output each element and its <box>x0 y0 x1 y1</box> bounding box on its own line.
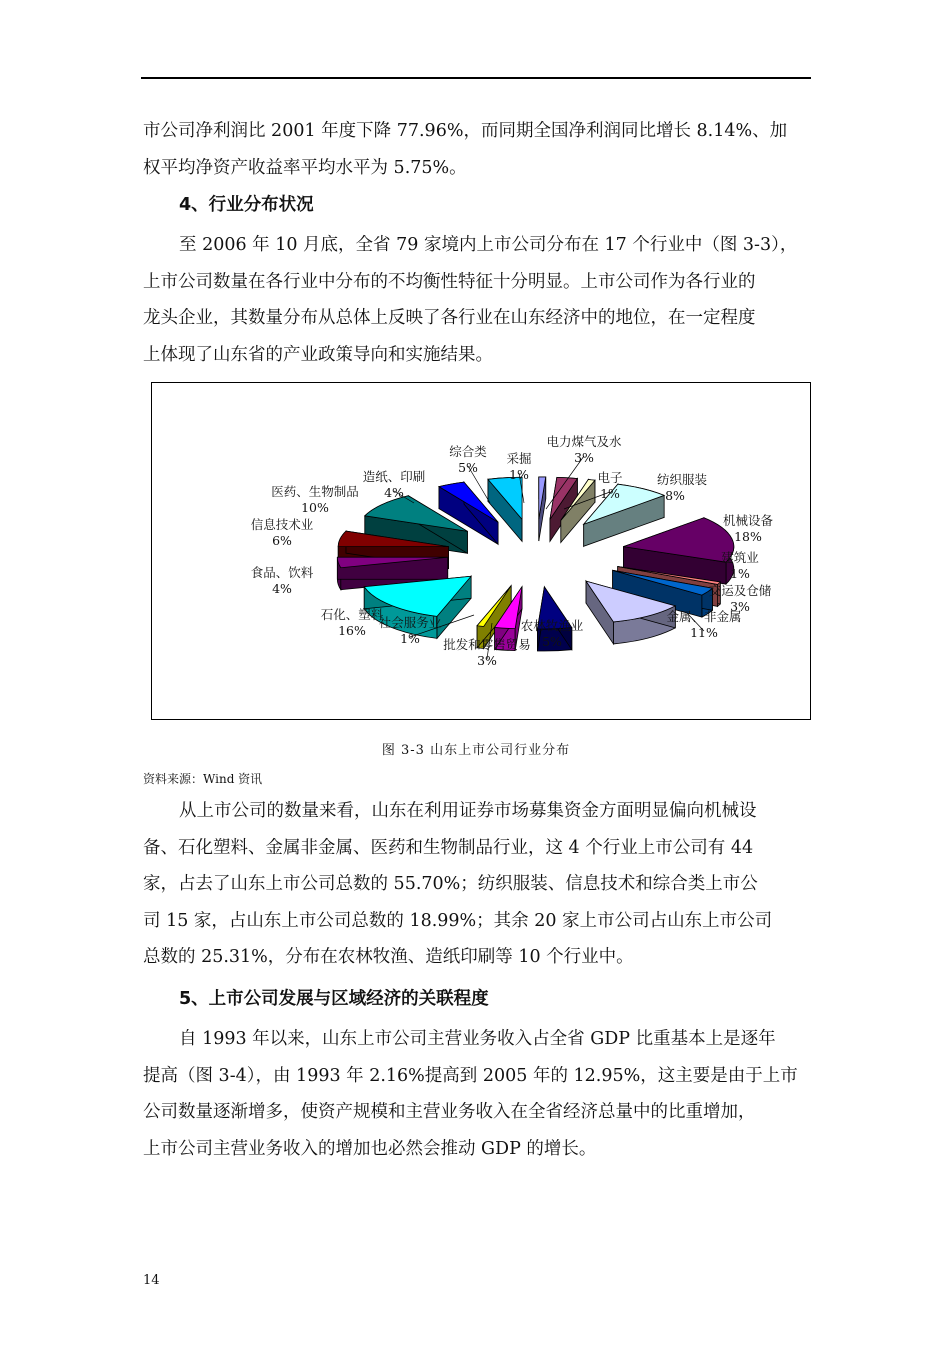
pie-slice <box>539 477 546 541</box>
slice-label-name: 食品、饮料 <box>250 565 314 580</box>
data-source: 资料来源：Wind 资讯 <box>143 772 263 786</box>
section-heading-5: 5、上市公司发展与区域经济的关联程度 <box>179 989 489 1009</box>
paragraph-1 <box>143 113 811 186</box>
slice-label-name: 社会服务业 <box>378 615 442 630</box>
paragraph-line: 上市公司数量在各行业中分布的不均衡性特征十分明显。上市公司作为各行业的 <box>143 271 756 292</box>
slice-label-name: 机械设备 <box>722 513 774 528</box>
pie-chart <box>152 383 810 719</box>
slice-label-name: 建筑业 <box>721 550 759 565</box>
paragraph-4 <box>143 1021 811 1167</box>
slice-label-percent: 6% <box>272 533 292 548</box>
paragraph-line: 总数的 25.31%，分布在农林牧渔、造纸印刷等 10 个行业中。 <box>143 947 634 967</box>
paragraph-line: 司 15 家，占山东上市公司总数的 18.99%；其余 20 家上市公司占山东上市公司 <box>143 910 773 931</box>
paragraph-line: 自 1993 年以来，山东上市公司主营业务收入占全省 GDP 比重基本上是逐年 <box>179 1029 776 1049</box>
paragraph-line: 龙头企业，其数量分布从总体上反映了各行业在山东经济中的地位，在一定程度 <box>143 308 756 328</box>
slice-label-name: 农林牧渔业 <box>520 618 584 633</box>
slice-label-name: 医药、生物制品 <box>271 484 359 499</box>
slice-label-percent: 10% <box>301 500 329 515</box>
paragraph-line: 上市公司主营业务收入的增加也必然会推动 GDP 的增长。 <box>143 1138 597 1159</box>
slice-label-percent: 1% <box>600 486 620 501</box>
slice-label-percent: 8% <box>665 488 685 503</box>
section-heading-4: 4、行业分布状况 <box>179 195 314 215</box>
figure-caption: 图 3-3 山东上市公司行业分布 <box>381 743 571 758</box>
slice-label-percent: 1% <box>509 467 529 482</box>
slice-label-percent: 18% <box>734 529 762 544</box>
slice-label-name: 电力煤气及水 <box>546 434 622 449</box>
paragraph-line: 市公司净利润比 2001 年度下降 77.96%，而同期全国净利润同比增长 8.14%、加 <box>143 121 788 141</box>
paragraph-line: 从上市公司的数量来看，山东在利用证券市场募集资金方面明显偏向机械设 <box>179 801 757 821</box>
slice-label-name: 石化、塑料 <box>320 607 384 622</box>
paragraph-line: 权平均净资产收益率平均水平为 5.75%。 <box>143 157 467 178</box>
paragraph-line: 备、石化塑料、金属非金属、医药和生物制品行业，这 4 个行业上市公司有 44 <box>143 837 754 858</box>
header-rule <box>141 77 811 79</box>
slice-label-percent: 3% <box>477 653 497 668</box>
slice-label-name: 交运及仓储 <box>708 583 772 598</box>
slice-label-name: 电子 <box>597 470 623 485</box>
slice-label-percent: 1% <box>730 566 750 581</box>
slice-label-percent: 1% <box>400 631 420 646</box>
paragraph-2 <box>143 227 811 373</box>
slice-label-percent: 5% <box>542 634 562 649</box>
pie-chart-frame <box>151 382 811 720</box>
slice-label-name: 金属、非金属 <box>666 609 742 624</box>
paragraph-line: 家，占去了山东上市公司总数的 55.70%；纺织服装、信息技术和综合类上市公 <box>143 874 758 894</box>
paragraph-line: 至 2006 年 10 月底，全省 79 家境内上市公司分布在 17 个行业中（图 3-3）， <box>179 235 798 255</box>
slice-label-name: 批发和零售贸易 <box>443 637 531 652</box>
slice-label-percent: 4% <box>272 581 292 596</box>
paragraph-line: 提高（图 3-4），由 1993 年 2.16%提高到 2005 年的 12.95%，这主要是由于上市 <box>143 1065 798 1086</box>
slice-label-name: 纺织服装 <box>657 472 708 487</box>
slice-label-percent: 4% <box>384 485 404 500</box>
paragraph-3 <box>143 793 811 976</box>
page-number: 14 <box>143 1273 160 1288</box>
slice-label-percent: 5% <box>458 460 478 475</box>
slice-label-percent: 11% <box>690 625 718 640</box>
slice-label-percent: 3% <box>730 599 750 614</box>
paragraph-line: 公司数量逐渐增多，使资产规模和主营业务收入在全省经济总量中的比重增加， <box>143 1102 756 1122</box>
slice-label-percent: 3% <box>574 450 594 465</box>
slice-label-percent: 16% <box>338 623 366 638</box>
paragraph-line: 上体现了山东省的产业政策导向和实施结果。 <box>143 344 493 365</box>
slice-label-name: 采掘 <box>506 451 532 466</box>
slice-label-name: 造纸、印刷 <box>362 469 426 484</box>
slice-label-name: 综合类 <box>449 444 487 459</box>
slice-label-name: 信息技术业 <box>250 517 314 532</box>
